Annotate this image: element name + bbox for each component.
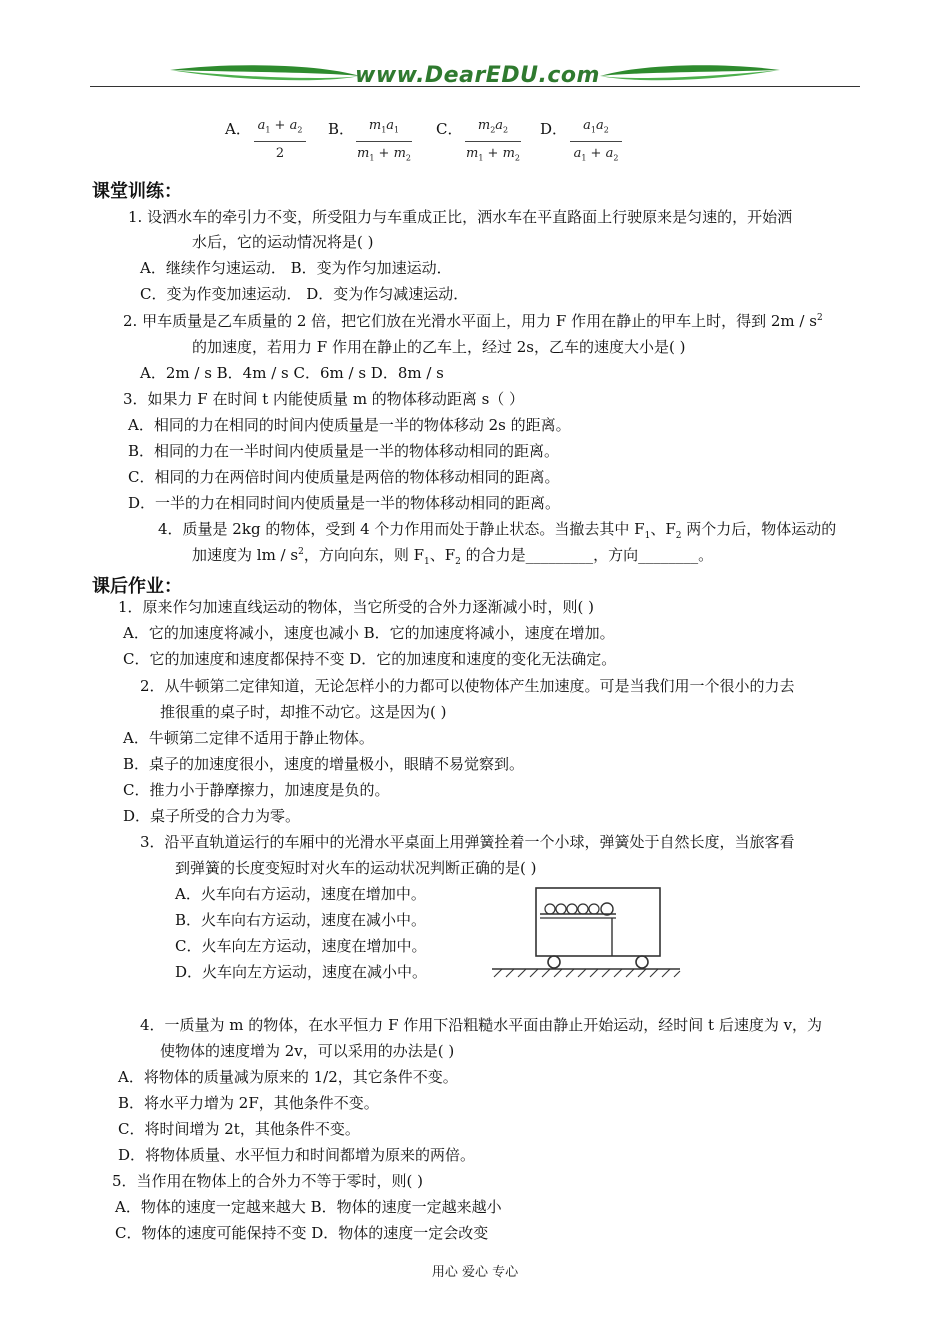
- prev-option-c-label: C．: [436, 120, 463, 138]
- s1-q3-option-d: D．一半的力在相同时间内使质量是一半的物体移动相同的距离。: [128, 494, 561, 512]
- header-rule: [90, 86, 860, 87]
- s2-q3-stem-line1: 3．沿平直轨道运行的车厢中的光滑水平桌面上用弹簧拴着一个小球，弹簧处于自然长度，当旅客看: [140, 833, 795, 851]
- s2-q4-option-d: D．将物体质量、水平恒力和时间都增为原来的两倍。: [118, 1146, 476, 1164]
- s2-q5-options-cd: C．物体的速度可能保持不变 D．物体的速度一定会改变: [115, 1224, 489, 1242]
- s2-q2-option-d: D．桌子所受的合力为零。: [123, 807, 301, 825]
- s2-q4-option-a: A．将物体的质量减为原来的 1/2，其它条件不变。: [118, 1068, 458, 1086]
- s1-q1-options-cd: C．变为作变加速运动． D．变为作匀减速运动．: [140, 285, 469, 303]
- s2-q5-stem: 5．当作用在物体上的合外力不等于零时，则( ): [112, 1172, 424, 1190]
- s2-q4-option-c: C．将时间增为 2t，其他条件不变。: [118, 1120, 360, 1138]
- s2-q4-stem-line2: 使物体的速度增为 2v，可以采用的办法是( ): [160, 1042, 455, 1060]
- section-heading-classroom-practice: 课堂训练：: [92, 181, 182, 202]
- s1-q3-option-b: B．相同的力在一半时间内使质量是一半的物体移动相同的距离。: [128, 442, 560, 460]
- s2-q2-stem-line1: 2．从牛顿第二定律知道，无论怎样小的力都可以使物体产生加速度。可是当我们用一个很小的力去: [140, 677, 795, 695]
- s2-q3-option-b: B．火车向右方运动，速度在减小中。: [175, 911, 427, 929]
- prev-option-d-fraction: $a_1a_2$ $a_1 + a_2$: [570, 117, 622, 167]
- s1-q3-stem: 3．如果力 F 在时间 t 内能使质量 m 的物体移动距离 s（ ）: [123, 390, 525, 408]
- prev-option-b-label: B．: [328, 120, 355, 138]
- s1-q3-option-c: C．相同的力在两倍时间内使质量是两倍的物体移动相同的距离。: [128, 468, 560, 486]
- s1-q2-options: A．2m / s B．4m / s C．6m / s D．8m / s: [140, 364, 444, 382]
- s2-q2-option-c: C．推力小于静摩擦力，加速度是负的。: [123, 781, 390, 799]
- prev-option-c-fraction: $m_2a_2$ $m_1 + m_2$: [466, 118, 520, 163]
- prev-option-d-label: D．: [540, 120, 568, 138]
- s2-q2-option-a: A．牛顿第二定律不适用于静止物体。: [123, 729, 374, 747]
- prev-option-a-label: A．: [225, 120, 251, 138]
- s2-q3-option-c: C．火车向左方运动，速度在增加中。: [175, 937, 427, 955]
- s1-q3-option-a: A．相同的力在相同的时间内使质量是一半的物体移动 2s 的距离。: [128, 416, 571, 434]
- page-footer: 用心 爱心 专心: [431, 1265, 519, 1280]
- section-heading-homework: 课后作业：: [92, 576, 182, 597]
- s1-q2-stem-line1: 2. 甲车质量是乙车质量的 2 倍，把它们放在光滑水平面上，用力 F 作用在静止的甲车上时，得到 $2m / s^2$: [123, 312, 823, 330]
- s2-q3-option-d: D．火车向左方运动，速度在减小中。: [175, 963, 428, 981]
- s2-q3-option-a: A．火车向右方运动，速度在增加中。: [175, 885, 426, 903]
- s1-q1-stem-line2: 水后，它的运动情况将是( ): [192, 233, 374, 251]
- s2-q1-options-cd: C．它的加速度和速度都保持不变 D．它的加速度和速度的变化无法确定。: [123, 650, 617, 668]
- s1-q2-stem-line2: 的加速度，若用力 F 作用在静止的乙车上，经过 2s，乙车的速度大小是( ): [192, 338, 686, 356]
- s2-q2-stem-line2: 推很重的桌子时，却推不动它。这是因为( ): [160, 703, 447, 721]
- s2-q1-options-ab: A．它的加速度将减小，速度也减小 B．它的加速度将减小，速度在增加。: [123, 624, 615, 642]
- s2-q4-stem-line1: 4．一质量为 m 的物体，在水平恒力 F 作用下沿粗糙水平面由静止开始运动，经时间 t 后速度为 v，为: [140, 1016, 823, 1034]
- s2-q1-stem: 1．原来作匀加速直线运动的物体，当它所受的合外力逐渐减小时，则( ): [118, 598, 595, 616]
- s1-q1-stem-line1: 1. 设洒水车的牵引力不变，所受阻力与车重成正比，洒水车在平直路面上行驶原来是匀速的，开始洒: [128, 208, 793, 226]
- train-carriage-figure: [488, 880, 684, 980]
- prev-option-b-fraction: $m_1a_1$ $m_1 + m_2$: [357, 118, 411, 163]
- prev-option-a-fraction: $a_1 + a_2$ 2: [254, 117, 306, 163]
- s1-q1-options-ab: A．继续作匀速运动． B．变为作匀加速运动．: [140, 259, 452, 277]
- s2-q2-option-b: B．桌子的加速度很小，速度的增量极小，眼睛不易觉察到。: [123, 755, 525, 773]
- s1-q4-stem-line1: 4．质量是 2kg 的物体，受到 4 个力作用而处于静止状态。当撤去其中 $F_1$、$F_2$ 两个力后，物体运动的: [158, 520, 837, 541]
- site-logo-text: www.DearEDU.com: [355, 63, 600, 88]
- s1-q4-stem-line2: 加速度为 lm / $s^2$，方向向东，则 $F_1$、$F_2$ 的合力是_________，方向________。: [192, 546, 714, 567]
- s2-q5-options-ab: A．物体的速度一定越来越大 B．物体的速度一定越来越小: [115, 1198, 502, 1216]
- s2-q3-stem-line2: 到弹簧的长度变短时对火车的运动状况判断正确的是( ): [175, 859, 537, 877]
- s2-q4-option-b: B．将水平力增为 2F，其他条件不变。: [118, 1094, 379, 1112]
